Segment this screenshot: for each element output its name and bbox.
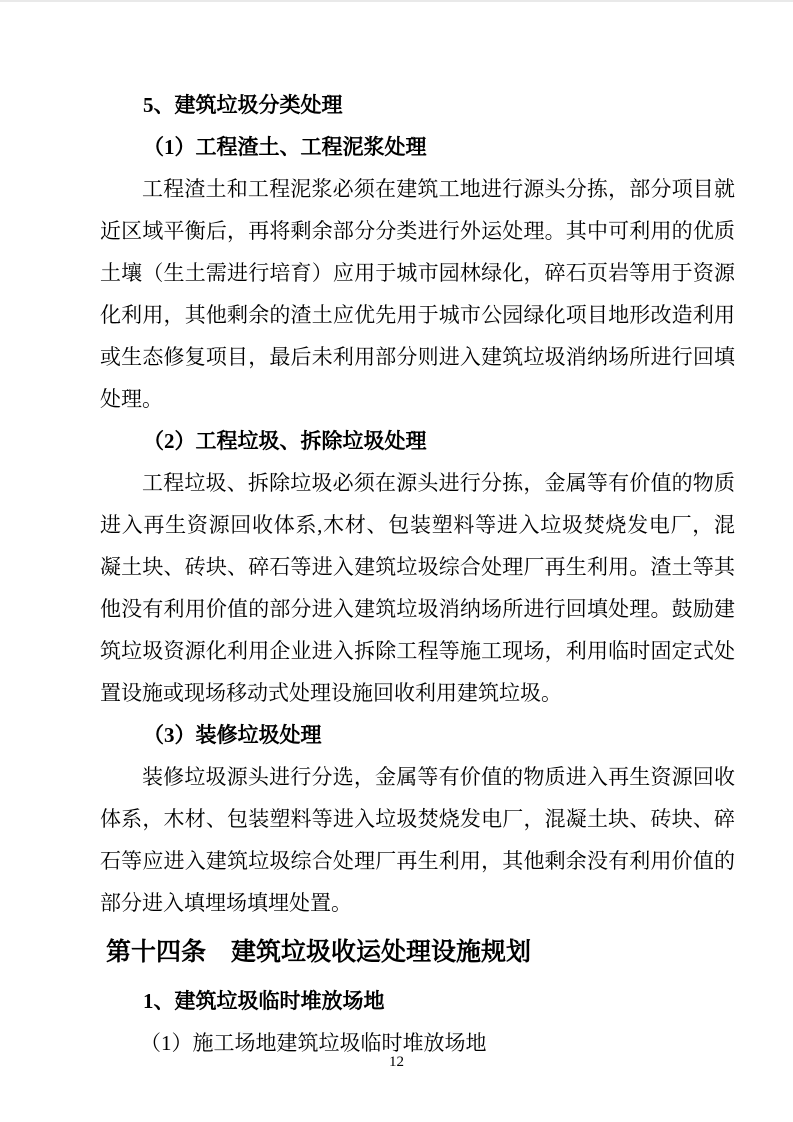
heading-waste-classification: 5、建筑垃圾分类处理 xyxy=(143,93,343,117)
article-14-heading: 第十四条 建筑垃圾收运处理设施规划 xyxy=(106,938,532,966)
heading-temporary-stacking-site: 1、建筑垃圾临时堆放场地 xyxy=(143,989,385,1013)
paragraph-engineering-demolition-waste: 工程垃圾、拆除垃圾必须在源头进行分拣，金属等有价值的物质进入再生资源回收体系,木材、包装塑料等进入垃圾焚烧发电厂，混凝土块、砖块、碎石等进入建筑垃圾综合处理厂再生利用。渣土等其他没有利用价值的部分进入建筑垃圾消纳场所进行回填处理。鼓励建筑垃圾资源化利用企业进入拆除工程等施工现场，利用临时固定式处置设施或现场移动式处理设施回收利用建筑垃圾。 xyxy=(100,471,735,705)
paragraph-decoration-waste: 装修垃圾源头进行分选，金属等有价值的物质进入再生资源回收体系，木材、包装塑料等进入垃圾焚烧发电厂，混凝土块、砖块、碎石等应进入建筑垃圾综合处理厂再生利用，其他剩余没有利用价值的部分进入填埋场填埋处置。 xyxy=(100,765,735,915)
heading-engineering-muck: （1）工程渣土、工程泥浆处理 xyxy=(143,135,427,159)
line-construction-site-stacking: （1）施工场地建筑垃圾临时堆放场地 xyxy=(140,1031,487,1055)
page-edge-shadow xyxy=(0,0,793,2)
heading-engineering-demolition-waste: （2）工程垃圾、拆除垃圾处理 xyxy=(143,429,427,453)
page-number: 12 xyxy=(389,1054,404,1070)
heading-decoration-waste: （3）装修垃圾处理 xyxy=(143,723,322,747)
paragraph-engineering-muck: 工程渣土和工程泥浆必须在建筑工地进行源头分拣，部分项目就近区域平衡后，再将剩余部分分类进行外运处理。其中可利用的优质土壤（生土需进行培育）应用于城市园林绿化，碎石页岩等用于资源化利用，其他剩余的渣土应优先用于城市公园绿化项目地形改造利用或生态修复项目，最后未利用部分则进入建筑垃圾消纳场所进行回填处理。 xyxy=(100,177,735,411)
